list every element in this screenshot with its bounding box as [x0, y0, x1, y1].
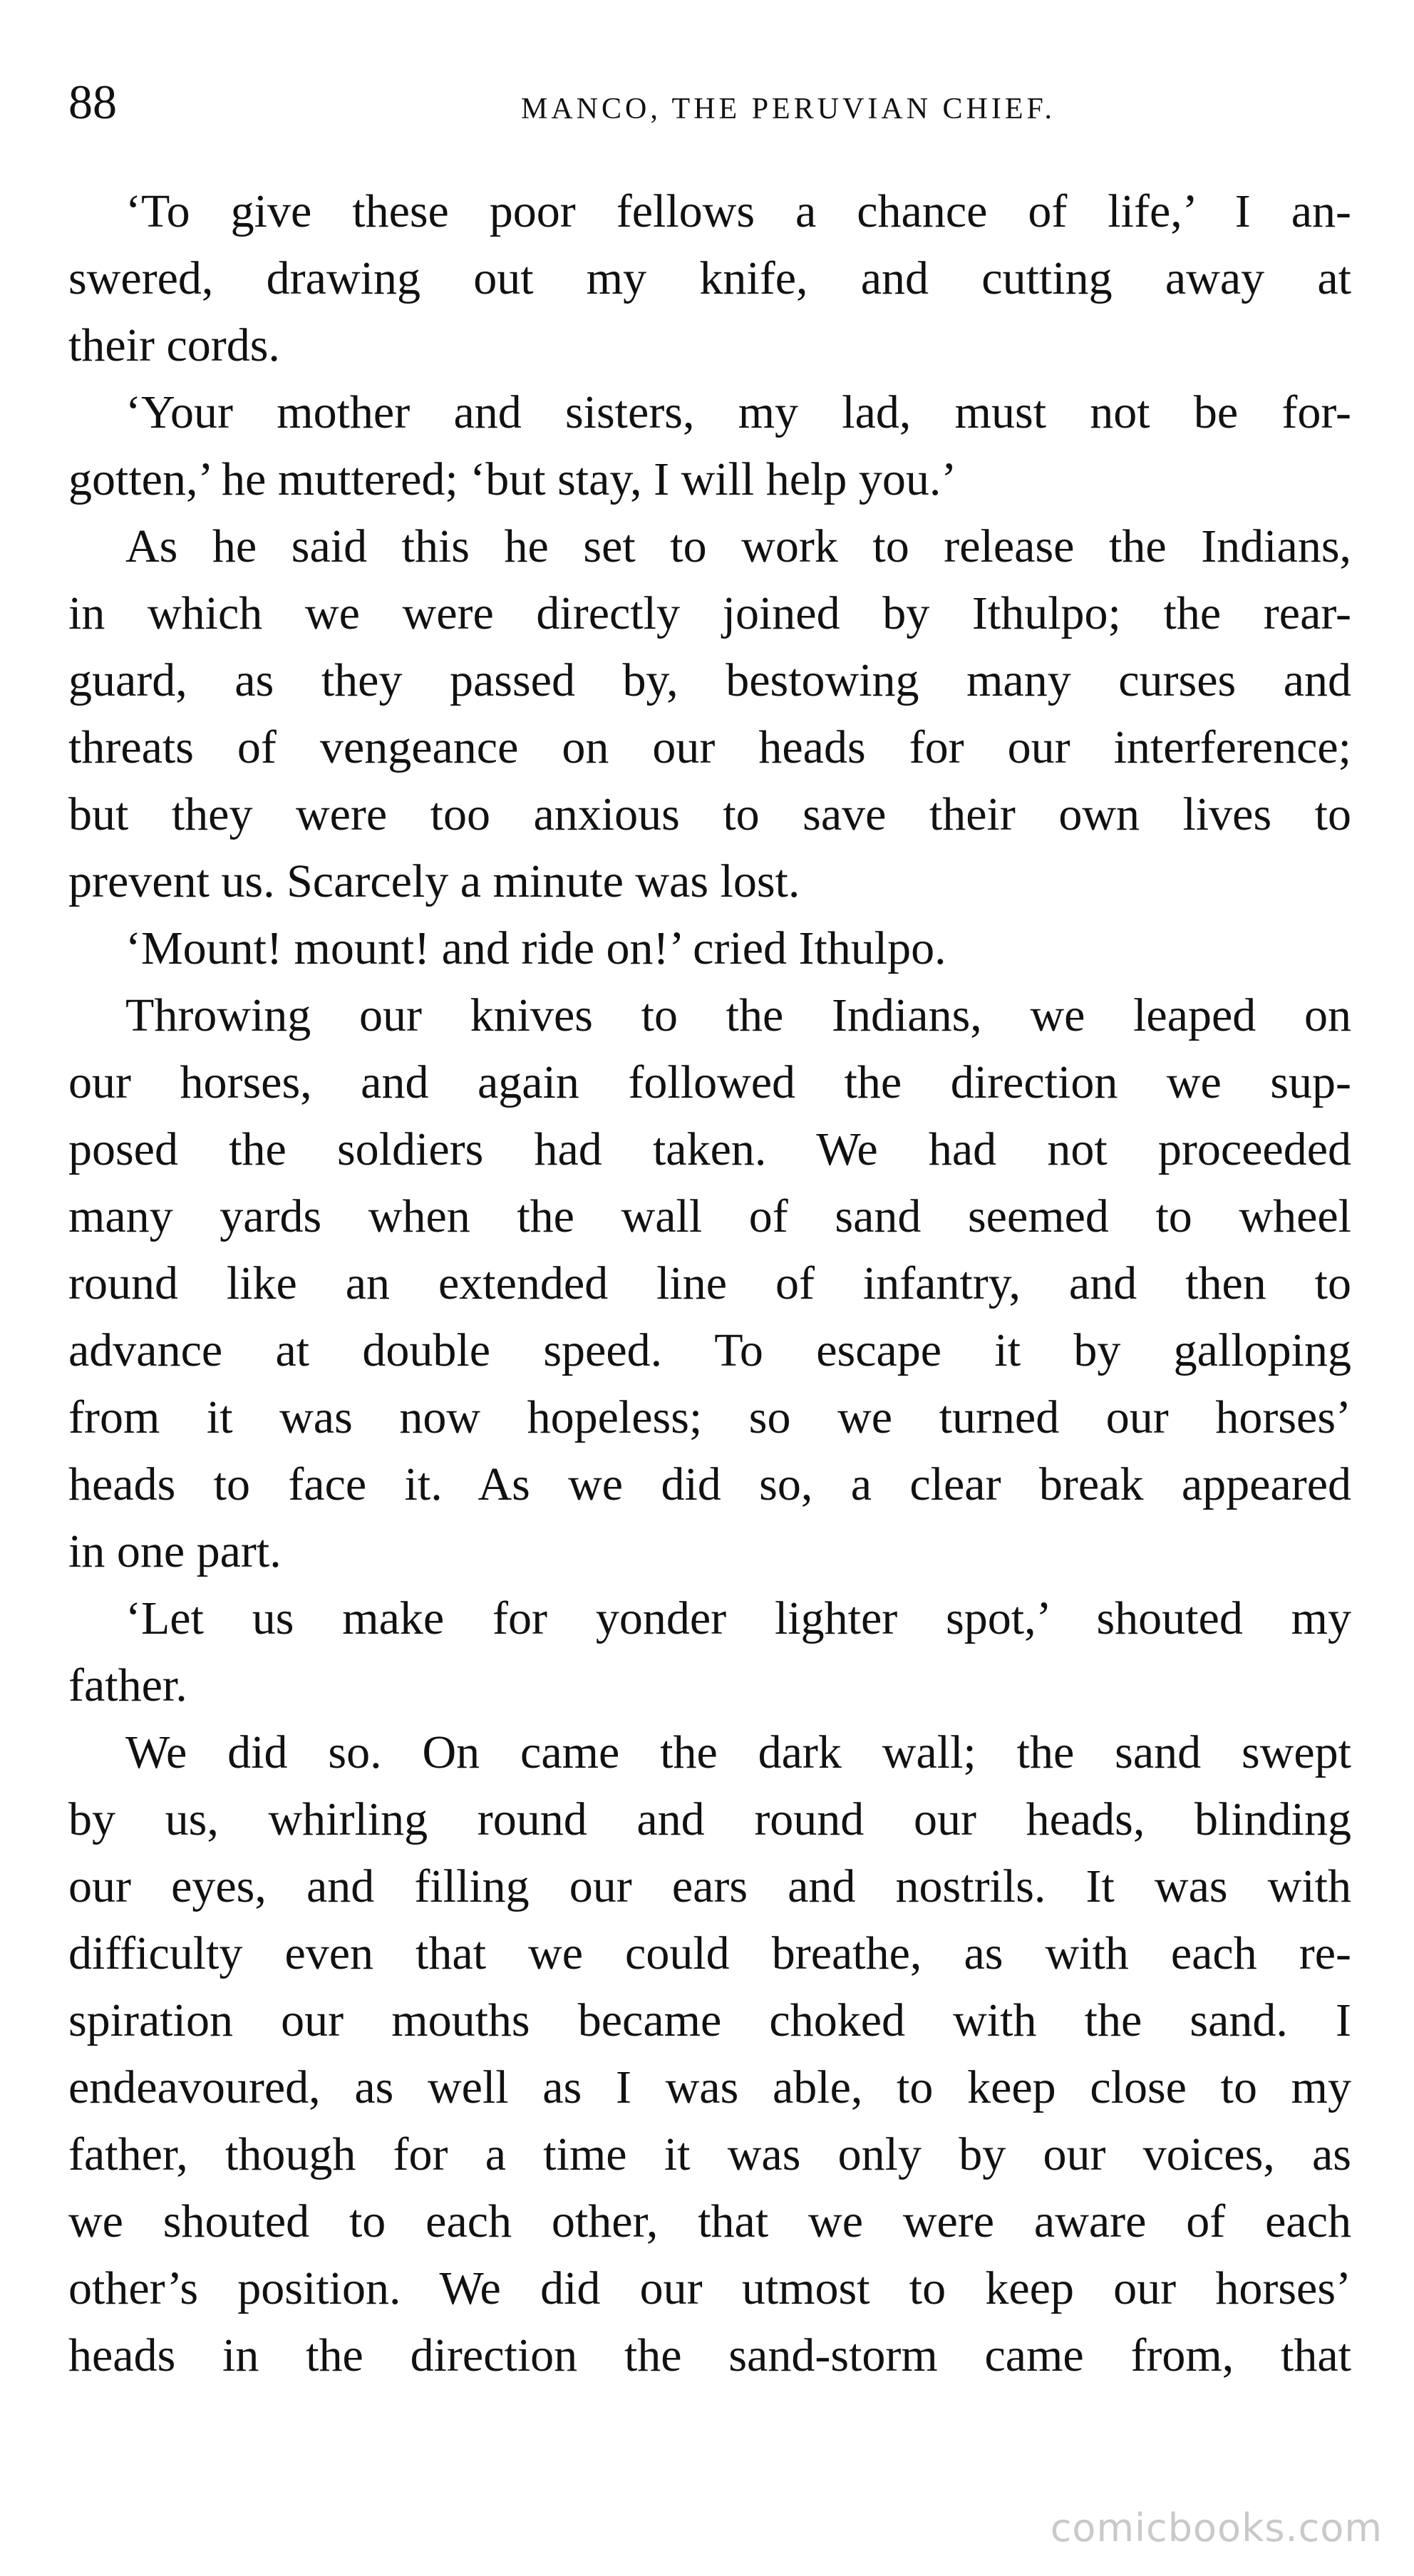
text-line: but they were too anxious to save their own lives to	[68, 788, 1351, 840]
text-line: Throwing our knives to the Indians, we leaped on	[125, 989, 1351, 1041]
text-line: spiration our mouths became choked with the sand. I	[68, 1994, 1351, 2046]
text-line: father.	[68, 1659, 187, 1711]
text-line: ‘Mount! mount! and ride on!’ cried Ithulpo.	[125, 922, 946, 974]
text-line: threats of vengeance on our heads for our interference;	[68, 721, 1351, 773]
text-line: in one part.	[68, 1525, 282, 1577]
text-line: in which we were directly joined by Ithulpo; the rear-	[68, 587, 1351, 639]
text-line: swered, drawing out my knife, and cutting away at	[68, 252, 1351, 304]
text-line: father, though for a time it was only by our voices, as	[68, 2128, 1351, 2180]
text-line: prevent us. Scarcely a minute was lost.	[68, 855, 800, 907]
text-line: our horses, and again followed the direction we sup-	[68, 1056, 1351, 1108]
text-line: posed the soldiers had taken. We had not proceeded	[68, 1123, 1351, 1175]
text-line: from it was now hopeless; so we turned our horses’	[68, 1391, 1351, 1443]
text-line: by us, whirling round and round our heads, blinding	[68, 1793, 1351, 1845]
text-line: ‘Your mother and sisters, my lad, must not be for-	[125, 386, 1351, 438]
text-line: We did so. On came the dark wall; the sand swept	[125, 1726, 1351, 1778]
text-line: guard, as they passed by, bestowing many curses and	[68, 654, 1351, 706]
text-line: we shouted to each other, that we were aware of each	[68, 2195, 1351, 2247]
text-line: As he said this he set to work to release the Indians,	[125, 520, 1351, 572]
text-line: ‘To give these poor fellows a chance of life,’ I an-	[125, 185, 1351, 237]
text-line: heads in the direction the sand-storm came from, that	[68, 2329, 1351, 2381]
text-line: round like an extended line of infantry, and then to	[68, 1257, 1351, 1309]
body-text	[68, 178, 1351, 2389]
text-line: ‘Let us make for yonder lighter spot,’ shouted my	[125, 1592, 1351, 1644]
text-line: endeavoured, as well as I was able, to keep close to my	[68, 2061, 1351, 2113]
text-line: other’s position. We did our utmost to keep our horses’	[68, 2262, 1351, 2314]
text-line: heads to face it. As we did so, a clear break appeared	[68, 1458, 1351, 1510]
text-line: our eyes, and filling our ears and nostrils. It was with	[68, 1860, 1351, 1912]
text-line: advance at double speed. To escape it by galloping	[68, 1324, 1351, 1376]
running-title: MANCO, THE PERUVIAN CHIEF.	[520, 93, 1056, 125]
text-line: gotten,’ he muttered; ‘but stay, I will help you.’	[68, 453, 957, 505]
text-line: many yards when the wall of sand seemed to wheel	[68, 1190, 1351, 1242]
page-number: 88	[68, 75, 117, 129]
watermark: comicbooks.com	[1050, 2505, 1383, 2550]
text-line: their cords.	[68, 319, 280, 371]
text-line: difficulty even that we could breathe, as with each re-	[68, 1927, 1351, 1979]
running-header	[68, 70, 1337, 134]
